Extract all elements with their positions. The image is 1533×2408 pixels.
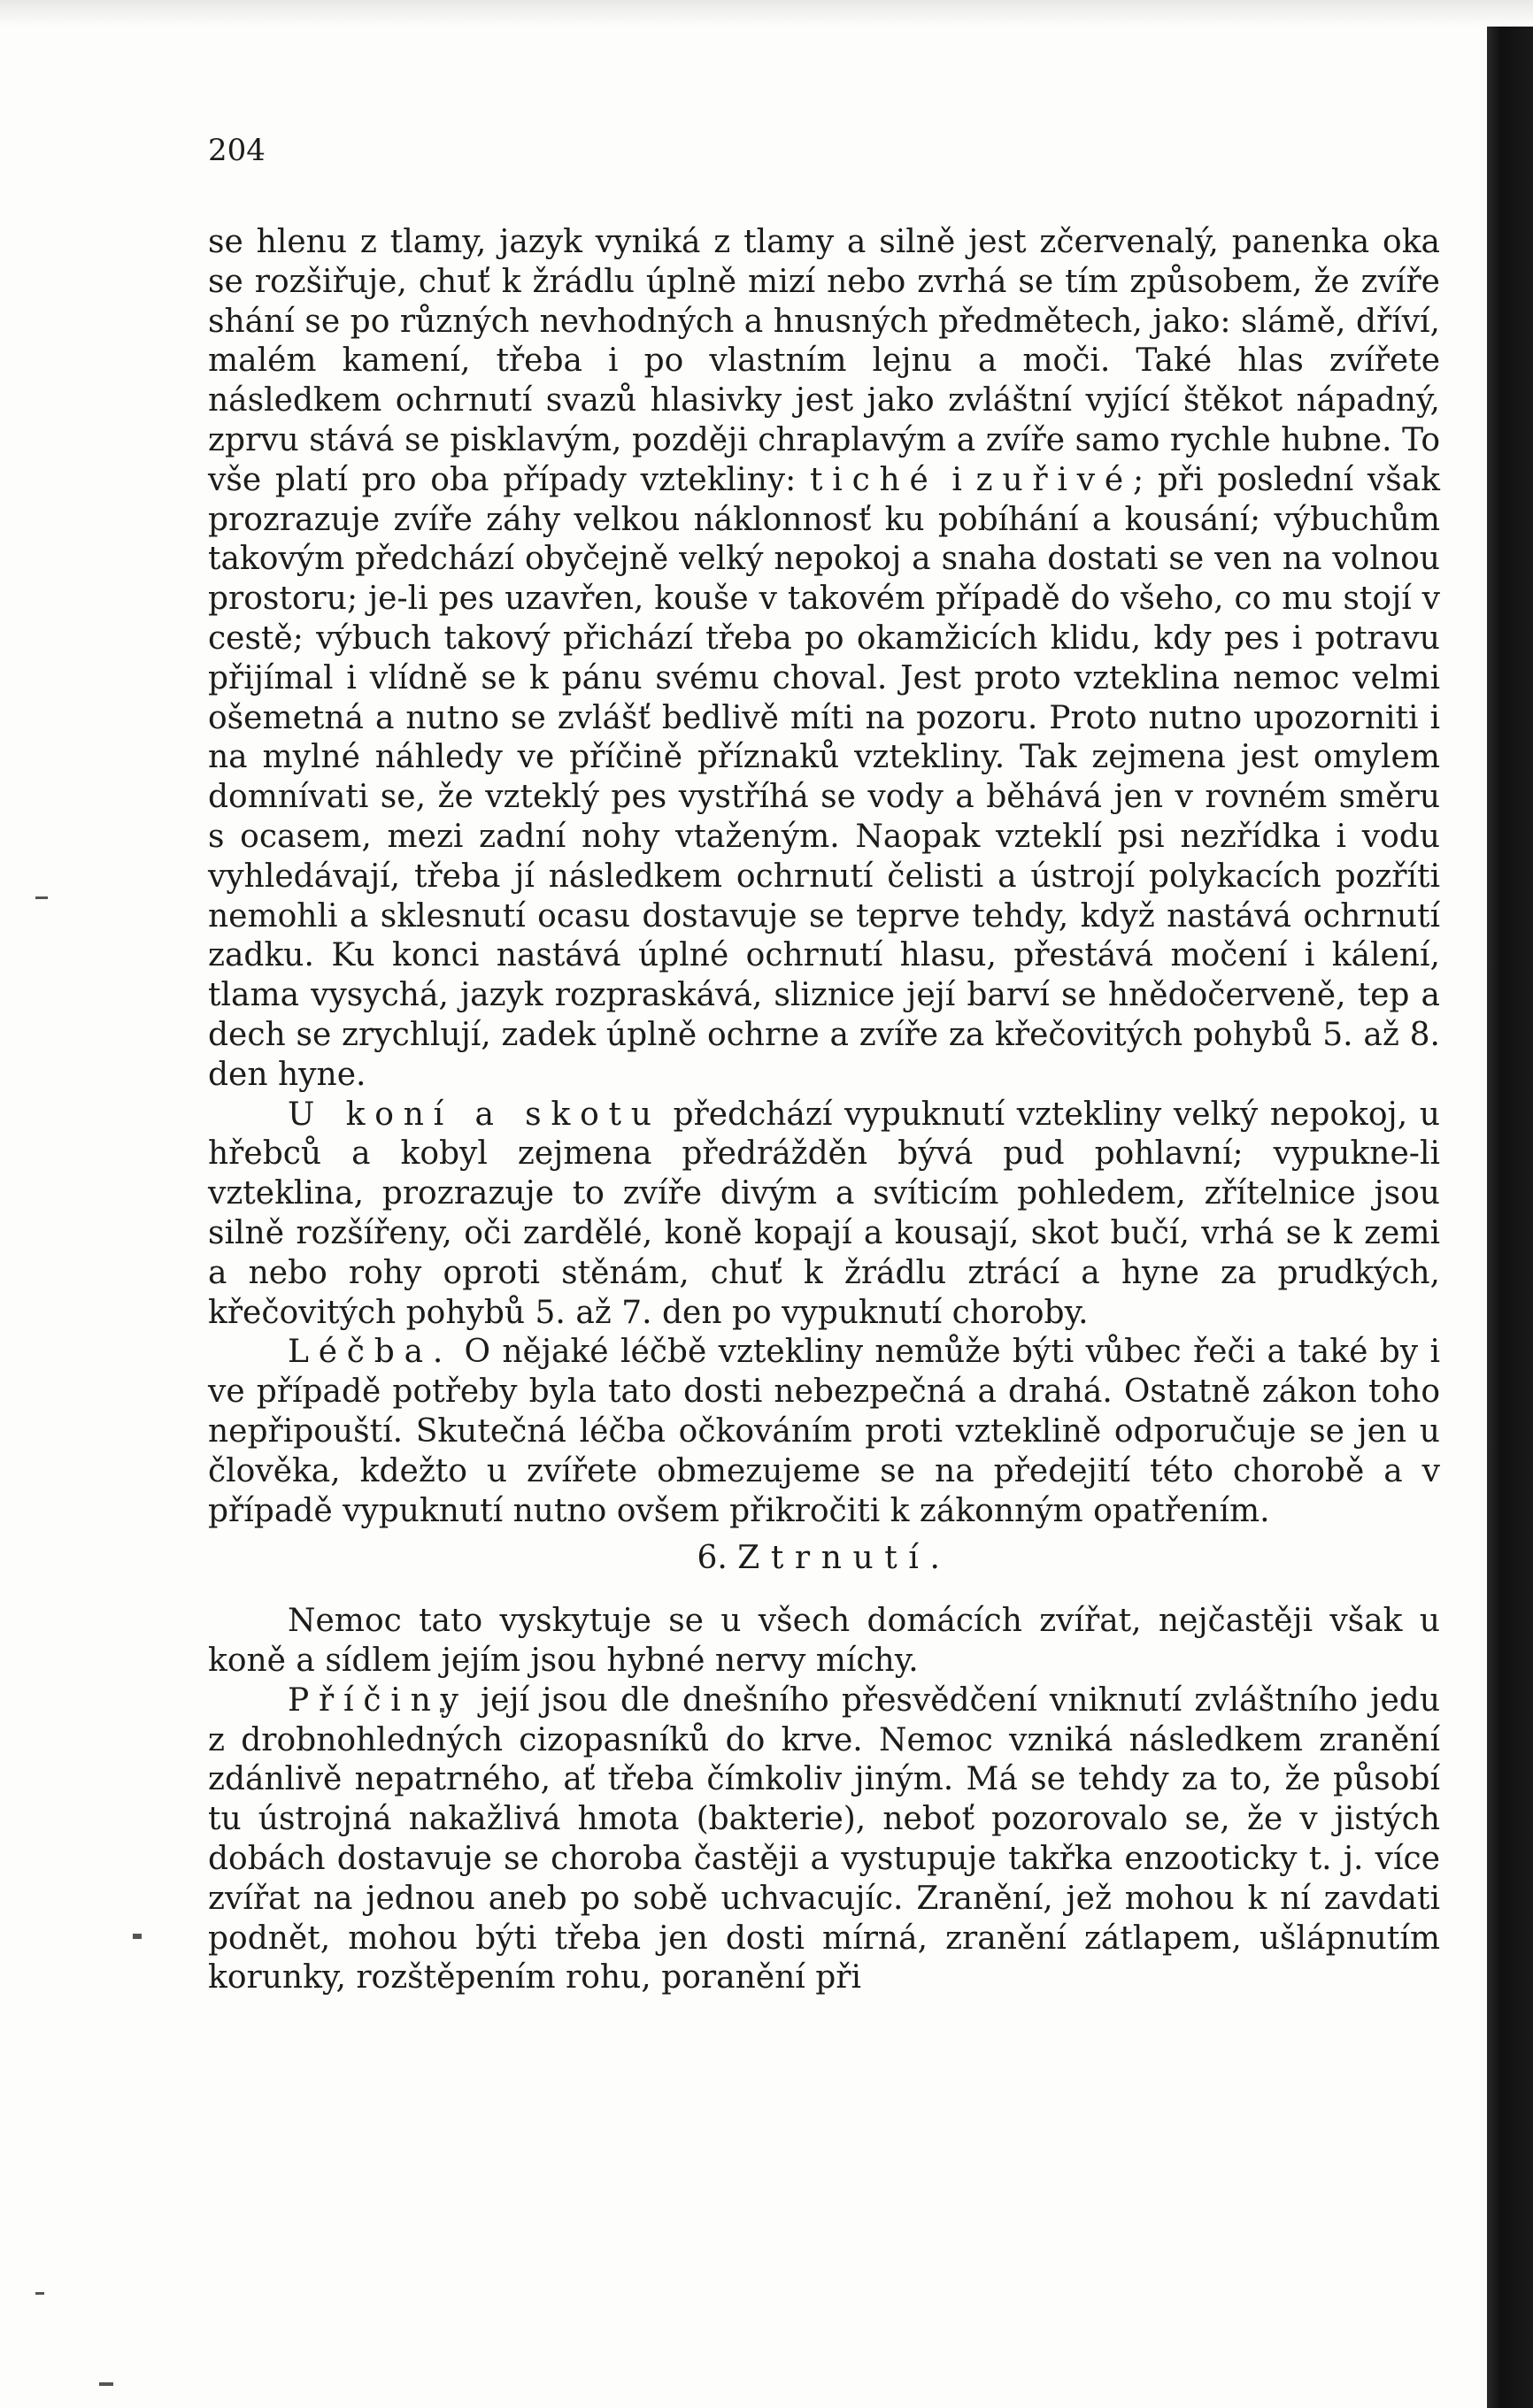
paragraph (208, 1602, 1440, 1681)
paragraph-text: se hlenu z tlamy, jazyk vyniká z tlamy a silně jest zčervenalý, panenka oka se rozšiřuje, chuť k žrádlu úplně mizí nebo zvrhá se tím způsobem, že zvíře shání se po různých nevhodných a hnusných předmětech, jako: slámě, dříví, malém kamení, třeba i po vlastním lejnu a moči. Také hlas zvířete následkem ochrnutí svazů hlasivky jest jako zvláštní vyjící štěkot nápadný, zprvu stává se pisklavým, později chraplavým a zvíře samo rychle hubne. To vše platí pro oba případy vztekliny: (208, 224, 1440, 498)
scan-speck (99, 2382, 113, 2386)
scan-speck (35, 2292, 44, 2295)
paragraph (208, 1096, 1440, 1334)
spaced-lead: U koní a skotu (288, 1096, 661, 1133)
paragraph (208, 223, 1440, 1096)
section-title: Ztrnutí. (737, 1540, 951, 1577)
scan-speck (133, 1934, 142, 1939)
paragraph-text: Nemoc tato vyskytuje se u všech domácích zvířat, nejčastěji však u koně a sídlem jejím jsou hybné nervy míchy. (208, 1603, 1440, 1680)
paragraph-text: O nějaké léčbě vztekliny nemůže býti vůbec řeči a také by i ve případě potřeby byla tato dosti nebezpečná a drahá. Ostatně zákon toho nepřipouští. Skutečná léčba očkováním proti vzteklině odporučuje se jen u člověka, kdežto u zvířete obmezujeme se na předejití této chorobě a v případě vypuknutí nutno ovšem přikročiti k zákonným opatřením. (208, 1334, 1440, 1529)
page-body (208, 223, 1440, 1998)
paragraph-text: předchází vypuknutí vztekliny velký nepokoj, u hřebců a kobyl zejmena předrážděn bývá pud pohlavní; vypukne-li vzteklina, prozrazuje to zvíře divým a svíticím pohledem, zřítelnice jsou silně rozšířeny, oči zardělé, koně kopají a kousají, skot bučí, vrhá se k zemi a nebo rohy oproti stěnám, chuť k žrádlu ztrácí a hyne za prudkých, křečovitých pohybů 5. až 7. den po vypuknutí choroby. (208, 1096, 1440, 1331)
spaced-lead: Léčba. (288, 1334, 453, 1371)
scan-dark-edge (1487, 27, 1533, 2408)
paragraph (208, 1681, 1440, 1998)
section-number: 6. (697, 1540, 728, 1577)
section-heading (208, 1536, 1440, 1581)
spaced-lead: Příčiny (288, 1681, 468, 1719)
paragraph-text: i (937, 461, 976, 498)
paragraph-text: její jsou dle dnešního přesvědčení vniknutí zvláštního jedu z drobnohledných cizopasníků do krve. Nemoc vzniká následkem zranění zdánlivě nepatrného, ať třeba čímkoliv jiným. Má se tehdy za to, že působí tu ústrojná nakažlivá hmota (bakterie), neboť pozorovalo se, že v jistých dobách dostavuje se choroba častěji a vystupuje takřka enzooticky t. j. více zvířat na jednou aneb po sobě uchvacujíc. Zranění, jež mohou k ní zavdati podnět, mohou býti třeba jen dosti mírná, zranění zátlapem, ušlápnutím korunky, rozštěpením rohu, poranění při (208, 1681, 1440, 1996)
page-number: 204 (208, 133, 266, 168)
emphasized-term: tiché (810, 461, 938, 498)
emphasized-term: zuřivé (975, 461, 1133, 498)
paragraph (208, 1333, 1440, 1531)
paragraph-text: ; při poslední však prozrazuje zvíře záhy velkou náklonnosť ku pobíhání a kousání; výbuchům takovým předchází obyčejně velký nepokoj a snaha dostati se ven na volnou prostoru; je-li pes uzavřen, kouše v takovém případě do všeho, co mu stojí v cestě; výbuch takový přichází třeba po okamžicích klidu, kdy pes i potravu přijímal i vlídně se k pánu svému choval. Jest proto vzteklina nemoc velmi ošemetná a nutno se zvlášť bedlivě míti na pozoru. Proto nutno upozorniti i na mylné náhledy ve příčině příznaků vztekliny. Tak zejmena jest omylem domnívati se, že vzteklý pes vystříhá se vody a běhává jen v rovném směru s ocasem, mezi zadní nohy vtaženým. Naopak vzteklí psi nezřídka i vodu vyhledávají, třeba jí následkem ochrnutí čelisti a ústrojí polykacích pozříti nemohli a sklesnutí ocasu dostavuje se teprve tehdy, když nastává ochrnutí zadku. Ku konci nastává úplné ochrnutí hlasu, přestává močení i kálení, tlama vysychá, jazyk rozpraskává, sliznice její barví se hnědočerveně, tep a dech se zrychlují, zadek úplně ochrne a zvíře za křečovitých pohybů 5. až 8. den hyne. (208, 461, 1441, 1093)
scan-speck (35, 896, 48, 899)
scan-top-shadow (0, 0, 1533, 27)
